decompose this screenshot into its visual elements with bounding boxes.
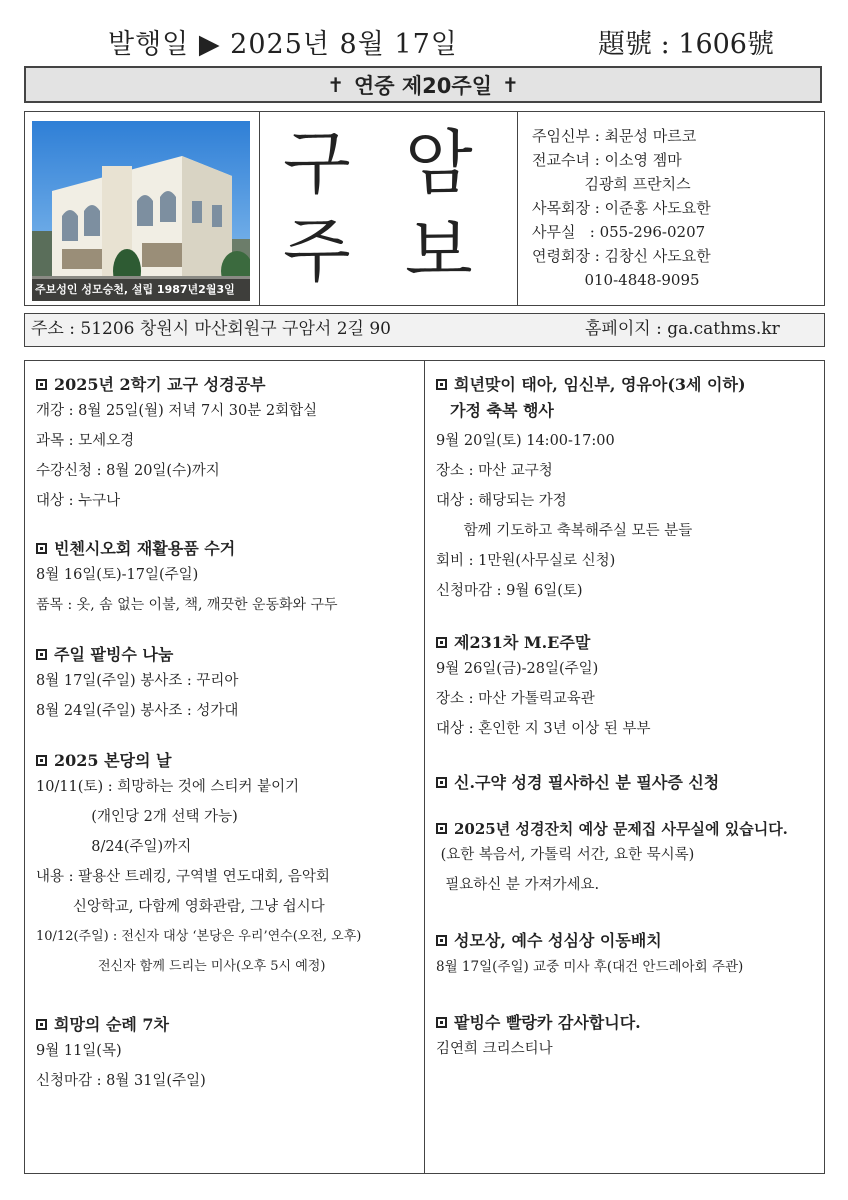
photo-caption: 주보성인 성모승천, 설립 1987년2월3일 (32, 279, 250, 301)
notice-line: (요한 복음서, 가톨릭 서간, 요한 묵시록) (436, 847, 695, 863)
staff-line: 김광희 프란치스 (532, 175, 691, 193)
publication-date: 발행일 ▶ 2025년 8월 17일 (108, 29, 458, 60)
square-bullet-icon (436, 637, 447, 648)
notice-line: 품목 : 옷, 솜 없는 이불, 책, 깨끗한 운동화와 구두 (36, 597, 338, 613)
issue-number: 題號 : 1606號 (598, 29, 774, 60)
notice-title: 희망의 순례 7차 (36, 1014, 421, 1036)
divider (259, 112, 260, 305)
notice-title: 빈첸시오회 재활용품 수거 (36, 538, 421, 560)
notice-line: (개인당 2개 선택 가능) (36, 809, 238, 825)
church-building-image (32, 121, 250, 301)
notice-title: 2025 본당의 날 (36, 750, 421, 772)
liturgical-day-title: 연중 제20주일 (354, 73, 492, 98)
notice-section (436, 818, 821, 900)
square-bullet-icon (436, 935, 447, 946)
notice-line: 9월 20일(토) 14:00-17:00 (436, 433, 615, 449)
notice-line: 9월 11일(목) (36, 1043, 122, 1059)
notice-section (436, 930, 821, 982)
notice-section (436, 772, 821, 794)
notice-line: 10/12(주일) : 전신자 대상 ‘본당은 우리’연수(오전, 오후) (36, 929, 362, 944)
notice-line: 8월 17일(주일) 봉사조 : 꾸리아 (36, 673, 239, 689)
notice-line: 대상 : 해당되는 가정 (436, 493, 567, 509)
notice-line: 김연희 크리스티나 (436, 1041, 553, 1057)
title-char: 주 (283, 210, 351, 292)
cross-icon: ✝ (327, 72, 345, 97)
notice-title: 신.구약 성경 필사하신 분 필사증 신청 (436, 772, 821, 794)
notice-line: 함께 기도하고 축복해주실 모든 분들 (436, 523, 693, 539)
notice-line: 대상 : 혼인한 지 3년 이상 된 부부 (436, 721, 651, 737)
square-bullet-icon (36, 755, 47, 766)
notice-line: 8월 24일(주일) 봉사조 : 성가대 (36, 703, 239, 719)
notice-line: 신앙학교, 다함께 영화관람, 그냥 쉽시다 (36, 899, 325, 915)
notice-section (436, 374, 821, 606)
square-bullet-icon (36, 379, 47, 390)
notice-line: 내용 : 팔용산 트레킹, 구역별 연도대회, 음악회 (36, 869, 330, 885)
notice-section (436, 1012, 821, 1064)
notice-section (36, 644, 421, 726)
notice-line: 신청마감 : 9월 6일(토) (436, 583, 583, 599)
title-char: 암 (405, 122, 473, 204)
notice-title: 희년맞이 태아, 임신부, 영유아(3세 이하) (436, 374, 821, 396)
square-bullet-icon (436, 379, 447, 390)
divider (517, 112, 518, 305)
staff-line: 사무실 : 055-296-0207 (532, 223, 706, 241)
notice-title: 성모상, 예수 성심상 이동배치 (436, 930, 821, 952)
church-photo (32, 121, 250, 301)
staff-line: 주임신부 : 최문성 마르코 (532, 127, 697, 145)
address-bar (24, 313, 825, 347)
column-divider (424, 360, 425, 1174)
notice-line: 전신자 함께 드리는 미사(오후 5시 예정) (36, 959, 326, 974)
notice-line: 9월 26일(금)-28일(주일) (436, 661, 599, 677)
title-char: 보 (405, 210, 473, 292)
notice-section (36, 1014, 421, 1096)
notice-title: 팥빙수 빨랑카 감사합니다. (436, 1012, 821, 1034)
staff-list (532, 124, 711, 292)
staff-line: 연령회장 : 김창신 사도요한 (532, 247, 711, 265)
notice-title: 주일 팥빙수 나눔 (36, 644, 421, 666)
homepage-url: 홈페이지 : ga.cathms.kr (585, 319, 780, 339)
church-address: 주소 : 51206 창원시 마산회원구 구암서 2길 90 (31, 319, 391, 339)
notice-line: 회비 : 1만원(사무실로 신청) (436, 553, 616, 569)
square-bullet-icon (436, 823, 447, 834)
notice-line: 10/11(토) : 희망하는 것에 스티커 붙이기 (36, 779, 300, 795)
notice-title-continued: 가정 축복 행사 (450, 401, 554, 420)
notice-title: 2025년 2학기 교구 성경공부 (36, 374, 421, 396)
notice-line: 대상 : 누구나 (36, 493, 121, 509)
square-bullet-icon (36, 1019, 47, 1030)
notice-line: 8/24(주일)까지 (36, 839, 192, 855)
square-bullet-icon (36, 543, 47, 554)
notice-line: 신청마감 : 8월 31일(주일) (36, 1073, 206, 1089)
notice-line: 과목 : 모세오경 (36, 433, 135, 449)
notice-section (36, 374, 421, 516)
notice-line: 수강신청 : 8월 20일(수)까지 (36, 463, 220, 479)
notice-line: 8월 17일(주일) 교중 미사 후(대건 안드레아회 주관) (436, 959, 744, 975)
staff-line: 010-4848-9095 (532, 271, 700, 289)
notice-title: 2025년 성경잔치 예상 문제집 사무실에 있습니다. (436, 818, 821, 840)
liturgical-banner (24, 66, 822, 103)
square-bullet-icon (436, 777, 447, 788)
masthead (24, 111, 825, 306)
notice-line: 장소 : 마산 가톨릭교육관 (436, 691, 595, 707)
notice-line: 개강 : 8월 25일(월) 저녁 7시 30분 2회합실 (36, 403, 318, 419)
notice-title: 제231차 M.E주말 (436, 632, 821, 654)
notice-line: 장소 : 마산 교구청 (436, 463, 553, 479)
staff-line: 전교수녀 : 이소영 젬마 (532, 151, 682, 169)
notice-line: 필요하신 분 가져가세요. (436, 877, 600, 893)
square-bullet-icon (436, 1017, 447, 1028)
title-char: 구 (283, 122, 351, 204)
notice-line: 8월 16일(토)-17일(주일) (36, 567, 199, 583)
notice-section (36, 538, 421, 620)
notice-section (436, 632, 821, 744)
cross-icon: ✝ (501, 72, 519, 97)
square-bullet-icon (36, 649, 47, 660)
notice-section (36, 750, 421, 982)
staff-line: 사목회장 : 이준홍 사도요한 (532, 199, 711, 217)
